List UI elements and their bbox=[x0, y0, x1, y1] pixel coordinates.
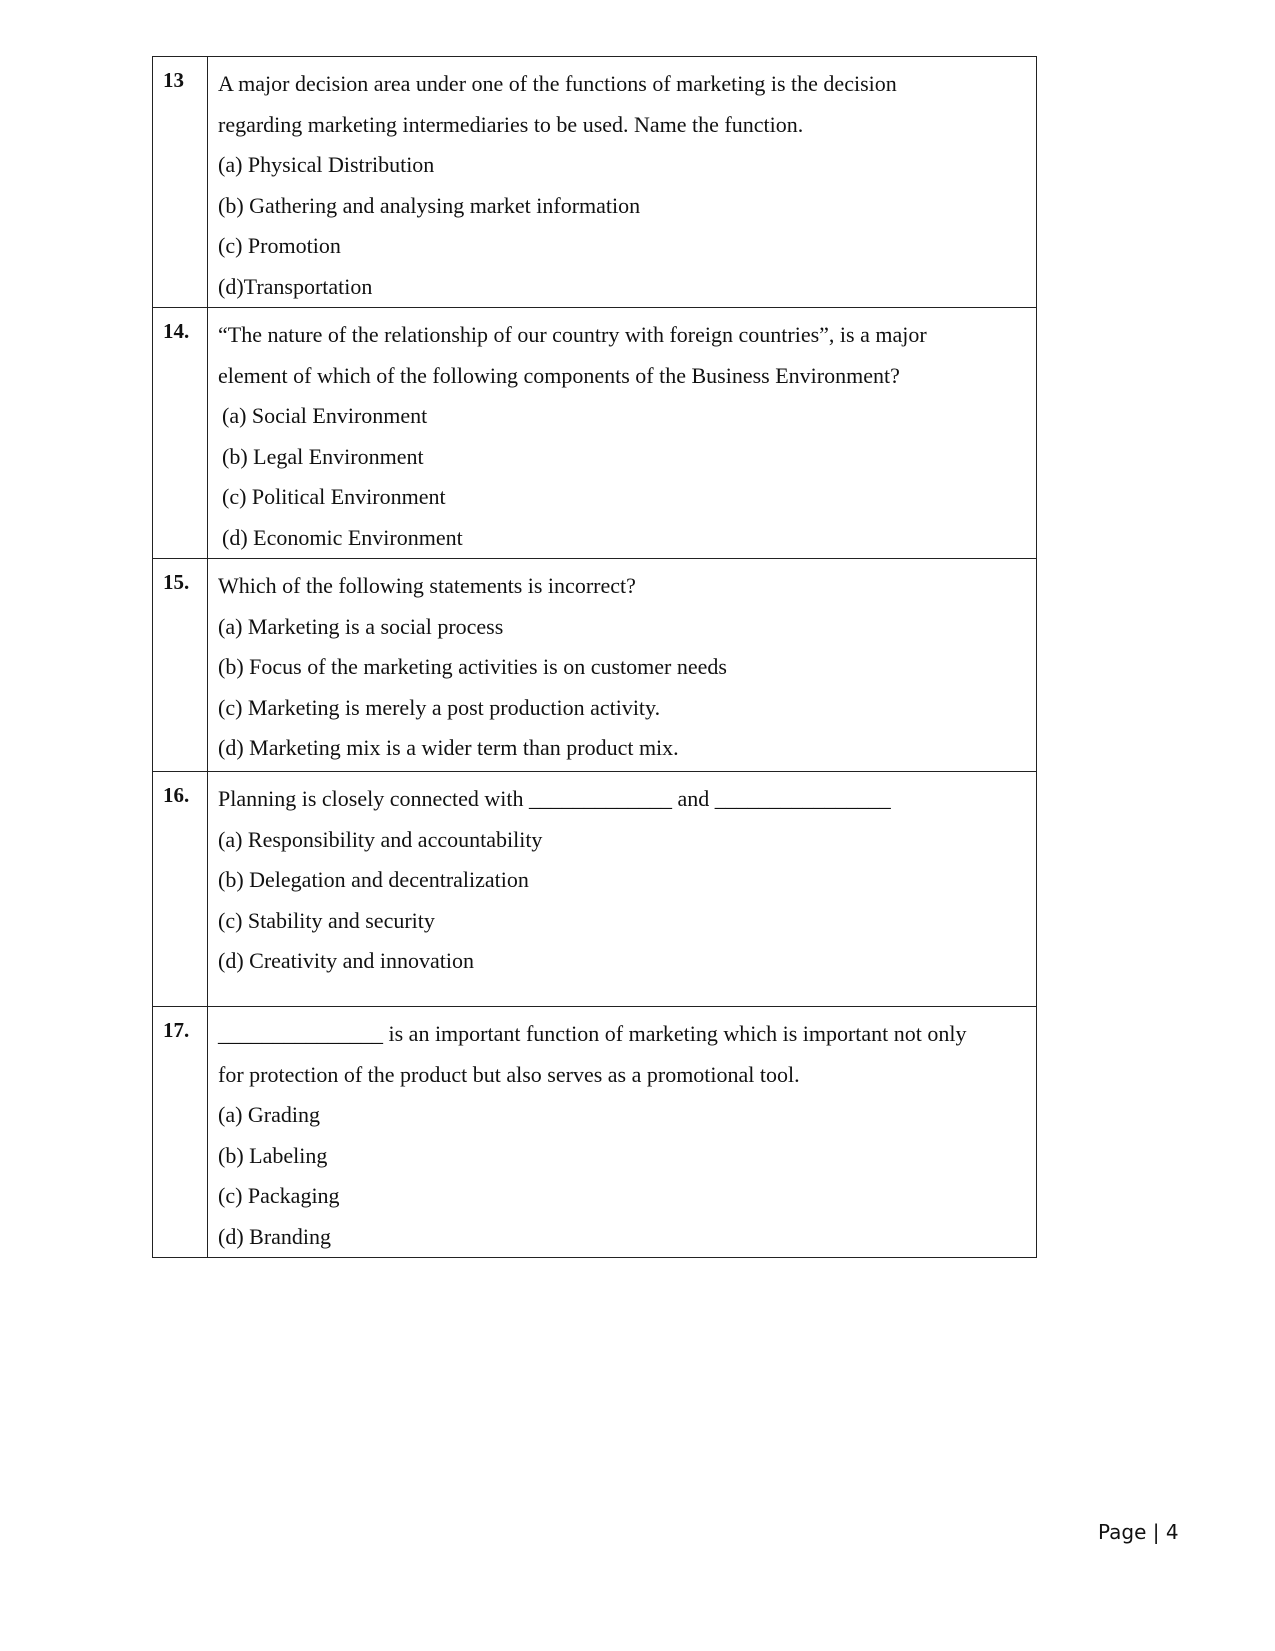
answer-option: (b) Delegation and decentralization bbox=[218, 867, 529, 892]
answer-option: (c) Stability and security bbox=[218, 907, 435, 933]
answer-option: (c) Marketing is merely a post production activity. bbox=[218, 694, 661, 720]
questions-table bbox=[152, 56, 1037, 1258]
answer-option: (a) Physical Distribution bbox=[218, 152, 435, 177]
question-row bbox=[153, 772, 1037, 1007]
question-body bbox=[208, 308, 1037, 559]
question-row bbox=[153, 559, 1037, 772]
question-row bbox=[153, 57, 1037, 308]
question-number: 13 bbox=[153, 57, 208, 308]
answer-option: (b) Focus of the marketing activities is on customer needs bbox=[218, 654, 727, 679]
question-stem-line: element of which of the following components of the Business Environment? bbox=[218, 362, 900, 388]
question-number: 17. bbox=[153, 1007, 208, 1258]
answer-option: (b) Gathering and analysing market information bbox=[218, 192, 641, 218]
answer-option: (c) Promotion bbox=[218, 233, 341, 258]
question-stem-line: “The nature of the relationship of our country with foreign countries”, is a major bbox=[218, 322, 927, 347]
answer-option: (a) Grading bbox=[218, 1102, 321, 1127]
question-body bbox=[208, 57, 1037, 308]
question-row bbox=[153, 1007, 1037, 1258]
question-body bbox=[208, 559, 1037, 772]
question-stem-line: Which of the following statements is incorrect? bbox=[218, 573, 636, 598]
answer-option: (b) Labeling bbox=[218, 1142, 328, 1168]
answer-option: (d) Creativity and innovation bbox=[218, 948, 474, 973]
answer-option: (b) Legal Environment bbox=[222, 443, 424, 469]
answer-option: (d) Branding bbox=[218, 1223, 332, 1249]
answer-option: (d)Transportation bbox=[218, 273, 373, 299]
question-body bbox=[208, 1007, 1037, 1258]
question-stem-line: regarding marketing intermediaries to be used. Name the function. bbox=[218, 111, 804, 137]
answer-option: (a) Social Environment bbox=[222, 403, 428, 428]
answer-option: (a) Marketing is a social process bbox=[218, 613, 504, 639]
question-stem-line: Planning is closely connected with _____________ and ________________ bbox=[218, 786, 891, 811]
answer-option: (c) Political Environment bbox=[222, 484, 446, 509]
answer-option: (d) Economic Environment bbox=[222, 524, 463, 550]
question-stem-line: _______________ is an important function of marketing which is important not only bbox=[218, 1021, 967, 1046]
question-body bbox=[208, 772, 1037, 1007]
question-stem-line: A major decision area under one of the functions of marketing is the decision bbox=[218, 71, 897, 96]
page-number: Page | 4 bbox=[1098, 1520, 1179, 1544]
question-number: 16. bbox=[153, 772, 208, 1007]
question-stem-line: for protection of the product but also serves as a promotional tool. bbox=[218, 1061, 800, 1087]
answer-option: (d) Marketing mix is a wider term than product mix. bbox=[218, 735, 679, 760]
answer-option: (a) Responsibility and accountability bbox=[218, 826, 543, 852]
question-number: 14. bbox=[153, 308, 208, 559]
question-number: 15. bbox=[153, 559, 208, 772]
question-row bbox=[153, 308, 1037, 559]
answer-option: (c) Packaging bbox=[218, 1183, 340, 1208]
